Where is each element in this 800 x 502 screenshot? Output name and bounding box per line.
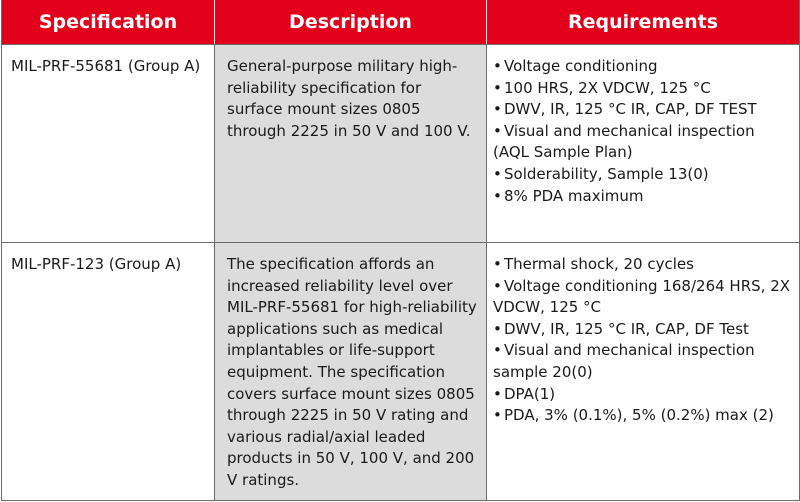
bullet-icon: • — [493, 276, 502, 295]
row-1-description: General-purpose military high-reliability specification for surface mount sizes 0805 through 2225 in 50 V and 100 V. — [215, 45, 487, 243]
requirement-text: DWV, IR, 125 °C IR, CAP, DF TEST — [504, 100, 757, 119]
bullet-icon: • — [493, 100, 502, 119]
bullet-icon: • — [493, 164, 502, 183]
requirement-item — [493, 254, 793, 276]
header-specification: Specification — [2, 0, 215, 45]
requirement-text: Voltage conditioning 168/264 HRS, 2X VDCW, 125 °C — [493, 276, 791, 317]
table-header — [2, 0, 800, 45]
row-2-specification: MIL-PRF-123 (Group A) — [2, 243, 215, 501]
row-2-requirements — [487, 243, 800, 501]
header-row — [2, 0, 800, 45]
requirement-item — [493, 78, 793, 100]
bullet-icon: • — [493, 78, 502, 97]
requirement-item — [493, 56, 793, 78]
requirement-text: PDA, 3% (0.1%), 5% (0.2%) max (2) — [504, 406, 774, 425]
requirement-item — [493, 186, 793, 208]
requirement-item — [493, 276, 793, 319]
row-1-requirements — [487, 45, 800, 243]
bullet-icon: • — [493, 121, 502, 140]
row-1-specification: MIL-PRF-55681 (Group A) — [2, 45, 215, 243]
requirement-item — [493, 164, 793, 186]
requirement-item — [493, 384, 793, 406]
requirement-text: Voltage conditioning — [504, 57, 658, 75]
bullet-icon: • — [493, 186, 502, 205]
requirement-item — [493, 340, 793, 383]
bullet-icon: • — [493, 406, 502, 425]
requirement-item — [493, 99, 793, 121]
requirement-item — [493, 405, 793, 427]
requirement-text: 100 HRS, 2X VDCW, 125 °C — [504, 78, 711, 97]
bullet-icon: • — [493, 384, 502, 403]
requirement-item — [493, 319, 793, 341]
specification-table — [1, 0, 800, 501]
requirements-list — [493, 56, 793, 207]
bullet-icon: • — [493, 319, 502, 338]
bullet-icon: • — [493, 57, 502, 75]
requirements-list — [493, 254, 793, 427]
header-description: Description — [215, 0, 487, 45]
table-row — [2, 243, 800, 501]
requirement-text: DPA(1) — [504, 384, 556, 403]
requirement-text: Thermal shock, 20 cycles — [504, 255, 694, 273]
requirement-text: DWV, IR, 125 °C IR, CAP, DF Test — [504, 319, 749, 338]
requirement-text: Visual and mechanical inspection sample 20(0) — [493, 341, 755, 381]
bullet-icon: • — [493, 341, 502, 360]
requirement-text: 8% PDA maximum — [504, 186, 644, 205]
bullet-icon: • — [493, 255, 502, 273]
row-2-description: The specification affords an increased reliability level over MIL-PRF-55681 for high-reliability applications such as medical implantables or life-support equipment. The specification covers surface mount sizes 0805 through 2225 in 50 V rating and various radial/axial leaded products in 50 V, 100 V, and 200 V ratings. — [215, 243, 487, 501]
table-row — [2, 45, 800, 243]
table-body — [2, 45, 800, 501]
requirement-text: Visual and mechanical inspection (AQL Sample Plan) — [493, 121, 755, 162]
header-requirements: Requirements — [487, 0, 800, 45]
requirement-item — [493, 121, 793, 164]
requirement-text: Solderability, Sample 13(0) — [504, 164, 709, 183]
